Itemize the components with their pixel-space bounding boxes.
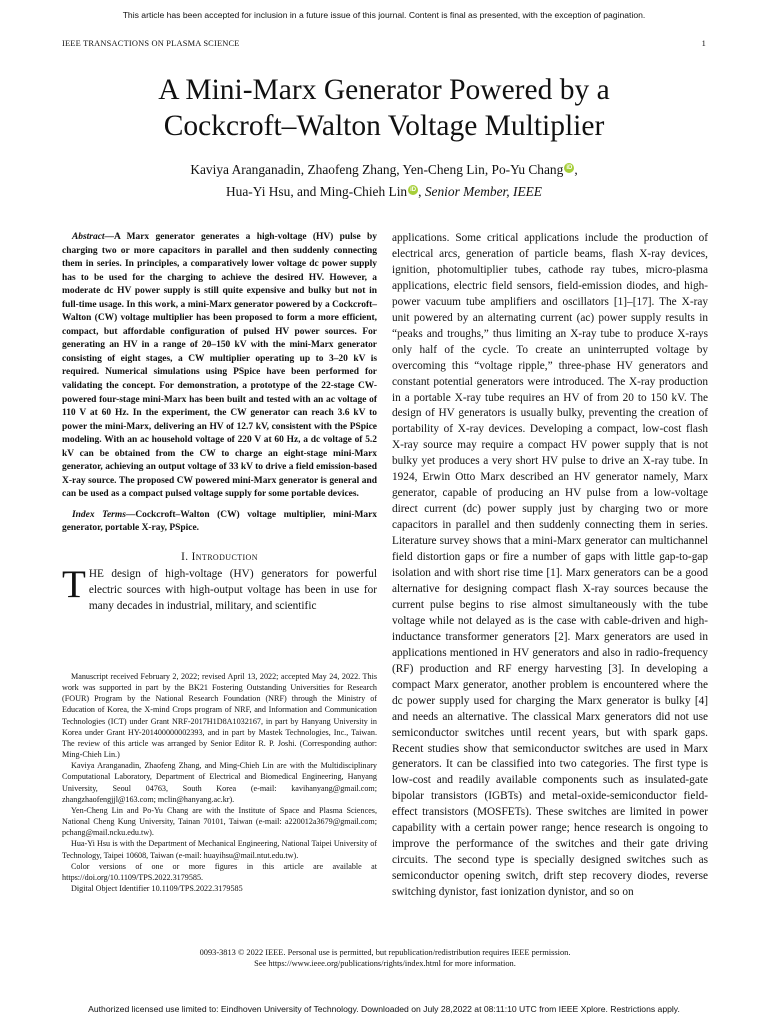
orcid-icon[interactable]: iD <box>410 187 417 193</box>
authors-line-1: Kaviya Aranganadin, Zhaofeng Zhang, Yen-Cheng Lin, Po-Yu Chang <box>190 162 564 177</box>
footnote-affiliation: Kaviya Aranganadin, Zhaofeng Zhang, and Ming-Chieh Lin are with the Multidisciplinary Computational Laboratory, Department of Electrical and Biomedical Engineering, Hanyang University, Seoul 04763, South Korea (e-mail: kavihanyang@gmail.com; zhangzhaofengjjl@163.com; mclin@hanyang.ac.kr). <box>62 761 377 804</box>
author-membership: Senior Member, IEEE <box>424 184 542 199</box>
footnote-affiliation: Hua-Yi Hsu is with the Department of Mechanical Engineering, National Taipei University of Technology, Taipei 10608, Taiwan (e-mail: huayihsu@mail.ntut.edu.tw). <box>62 839 377 860</box>
section-number: I. <box>181 551 189 564</box>
index-terms-text: Cockcroft–Walton (CW) voltage multiplier, mini-Marx generator, portable X-ray, PSpice. <box>62 509 378 534</box>
copyright-notice <box>62 947 708 969</box>
abstract-lead: Abstract <box>72 232 105 242</box>
abstract-text: A Marx generator generates a high-voltage (HV) pulse by charging two or more capacitors in parallel and then suddenly connecting them in series. In principles, a comparatively lower voltage dc power supply has to be used for the charging to achieve the desired HV. However, a moderate dc HV power supply is still quite expensive and bulky but not in full-time usage. In this work, a mini-Marx generator powered by a Cockcroft–Walton (CW) voltage multiplier has been proposed to form a more efficient, compact, but affordable configuration of pulsed HV power sources. For generating an HV in a range of 20–150 kV with the mini-Marx generator consisting of eight stages, a CW multiplier operating up to 3–20 kV is required. Numerical simulations using PSpice have been performed for validating the concept. For demonstration, a prototype of the 22-stage CW-powered four-stage mini-Marx has been built and tested with an ac voltage of 110 V at 60 Hz. In the experiment, the CW generator can reach 3.6 kV to power the mini-Marx, delivering an HV of 12.7 kV, consistent with the PSpice modeling. With an ac household voltage of 220 V at 60 Hz, a dc voltage of 5.2 kV can be obtained from the CW to charge an eight-stage mini-Marx generator, achieving an output voltage of 33 kV to drive a field emission-based X-ray source. The proposed CW powered mini-Marx generator is general and can be used as a compact pulsed voltage supply for some portable devices. <box>62 232 377 500</box>
footnotes <box>62 671 377 894</box>
section-heading <box>62 551 377 563</box>
footnote-manuscript: Manuscript received February 2, 2022; revised April 13, 2022; accepted May 24, 2022. This work was supported in part by the BK21 Fostering Outstanding Universities for Research (FOUR) Program by the National Research Foundation (NRF) through the Ministry of Education of Korea, the X-mind Crops program of NRF, and Information and Communication Technologies (ICT) under Grant NRF-2017H1D8A1032167, in part by Hanyang University in Korea under Grant HY-201400000002393, and in part by Mastek Technologies, Inc., Taiwan. The review of this article was arranged by Senior Editor R. P. Joshi. (Corresponding author: Ming-Chieh Lin.) <box>62 672 377 760</box>
left-column <box>62 231 377 615</box>
index-terms-lead: Index Terms <box>72 509 126 520</box>
copyright-line-1: 0093-3813 © 2022 IEEE. Personal use is permitted, but republication/redistribution requires IEEE permission. <box>199 948 571 957</box>
author-list <box>40 159 728 203</box>
copyright-line-2: See https://www.ieee.org/publications/rights/index.html for more information. <box>254 959 516 969</box>
abstract <box>62 231 377 502</box>
intro-paragraph <box>62 563 377 615</box>
abstract-dash: — <box>104 232 114 242</box>
footnote-color-versions: Color versions of one or more figures in this article are available at https://doi.org/10.1109/TPS.2022.3179585. <box>62 861 377 882</box>
footnote-doi: Digital Object Identifier 10.1109/TPS.2022.3179585 <box>71 883 243 893</box>
drop-cap: T <box>62 563 86 607</box>
authors-separator: , <box>418 184 425 199</box>
intro-text: HE design of high-voltage (HV) generators for powerful electric sources with high-output voltage has been in use for many decades in industrial, military, and scientific <box>88 568 377 612</box>
page-number: 1 <box>701 39 706 48</box>
orcid-icon[interactable]: iD <box>566 165 573 171</box>
paper-title <box>40 72 728 144</box>
authors-line-2: Hua-Yi Hsu, and Ming-Chieh Lin <box>226 184 408 199</box>
license-notice: Authorized licensed use limited to: Eindhoven University of Technology. Downloaded on July 28,2022 at 08:11:10 UTC from IEEE Xplore. Restrictions apply. <box>88 1004 680 1014</box>
acceptance-notice: This article has been accepted for inclusion in a future issue of this journal. Content is final as presented, with the exception of pagination. <box>122 10 646 20</box>
index-terms-dash: — <box>125 509 136 520</box>
journal-name: IEEE TRANSACTIONS ON PLASMA SCIENCE <box>62 39 240 48</box>
title-line-1: A Mini-Marx Generator Powered by a <box>158 74 610 106</box>
section-name: Introduction <box>191 551 258 564</box>
footnote-affiliation: Yen-Cheng Lin and Po-Yu Chang are with the Institute of Space and Plasma Sciences, National Cheng Kung University, Tainan 70101, Taiwan (e-mail: a220012a3679@gmail.com; pchang@mail.ncku.edu.tw). <box>62 805 377 838</box>
authors-line-1-end: , <box>574 162 578 177</box>
title-line-2: Cockcroft–Walton Voltage Multiplier <box>163 110 605 142</box>
index-terms <box>62 509 377 536</box>
running-head <box>62 39 706 48</box>
right-column <box>392 231 708 901</box>
body-text: applications. Some critical applications include the production of electrical arcs, generation of particle beams, flash X-ray devices, ignition, photomultiplier tubes, cathode ray tubes, micro-plasma applications, electric field sensors, field-emission diodes, and high-power vacuum tube amplifiers and oscillators [1]–[17]. The X-ray unit powered by an alternating current (ac) power supply results in “peaks and troughs,” thus limiting an X-ray tube to produce X-rays only half of the cycle. To create an uninterrupted voltage by overcoming this “voltage ripple,” three-phase HV generators and constant potential generators were introduced. The X-ray production in a portable X-ray tube requires an HV of from 20 to 150 kV. The design of HV generators is usually bulky, preventing the creation of portability of X-ray devices. Developing a compact, low-cost flash X-ray source may require a compact HV power supply that is not bulky yet produces a very short HV pulse to drive an X-ray tube. In 1924, Erwin Otto Marx described an HV generator namely, Marx generator, capable of producing an HV pulse from a low-voltage direct current (dc) power supply just by charging two or more capacitors in parallel and then suddenly connecting them in series. Literature survey shows that a mini-Marx generator can multichannel field distortion gaps or fire a number of gaps with little gap-to-gap isolation and with short rise time [1]. Marx generators can be a good alternative for designing compact flash X-ray sources because the current pulse begins to rise almost simultaneously with the tube voltage while not delayed as is the case with cable-driven and high-inductance transformer generators [2]. Marx generators are used in applications mentioned in HV generators and also in radio-frequency (RF) production and RF energy harvesting [3]. In developing a compact Marx generator, another problem is encountered where the dc power supply used for charging the Marx generator is bulky [4] and needs an alternative. The classical Marx generators did not use semiconductor switches until recent years, but with spark gaps. Recent studies show that semiconductor switches are used in Marx generators. It can be classified into two categories. The first type is low-cost and readily available components such as insulated-gate bipolar transistors (IGBTs) and metal-oxide-semiconductor field-effect transistors (MOSFETs). These switches are limited in power capability with a certain power range; hence research is ongoing to improve the performance of the switches and their gate driving circuits. The second type is specially designed switches such as semiconductor opening switch, drift step recovery diodes, reverse switching dynistor, fast ionization dynistor, and so on <box>392 232 708 899</box>
